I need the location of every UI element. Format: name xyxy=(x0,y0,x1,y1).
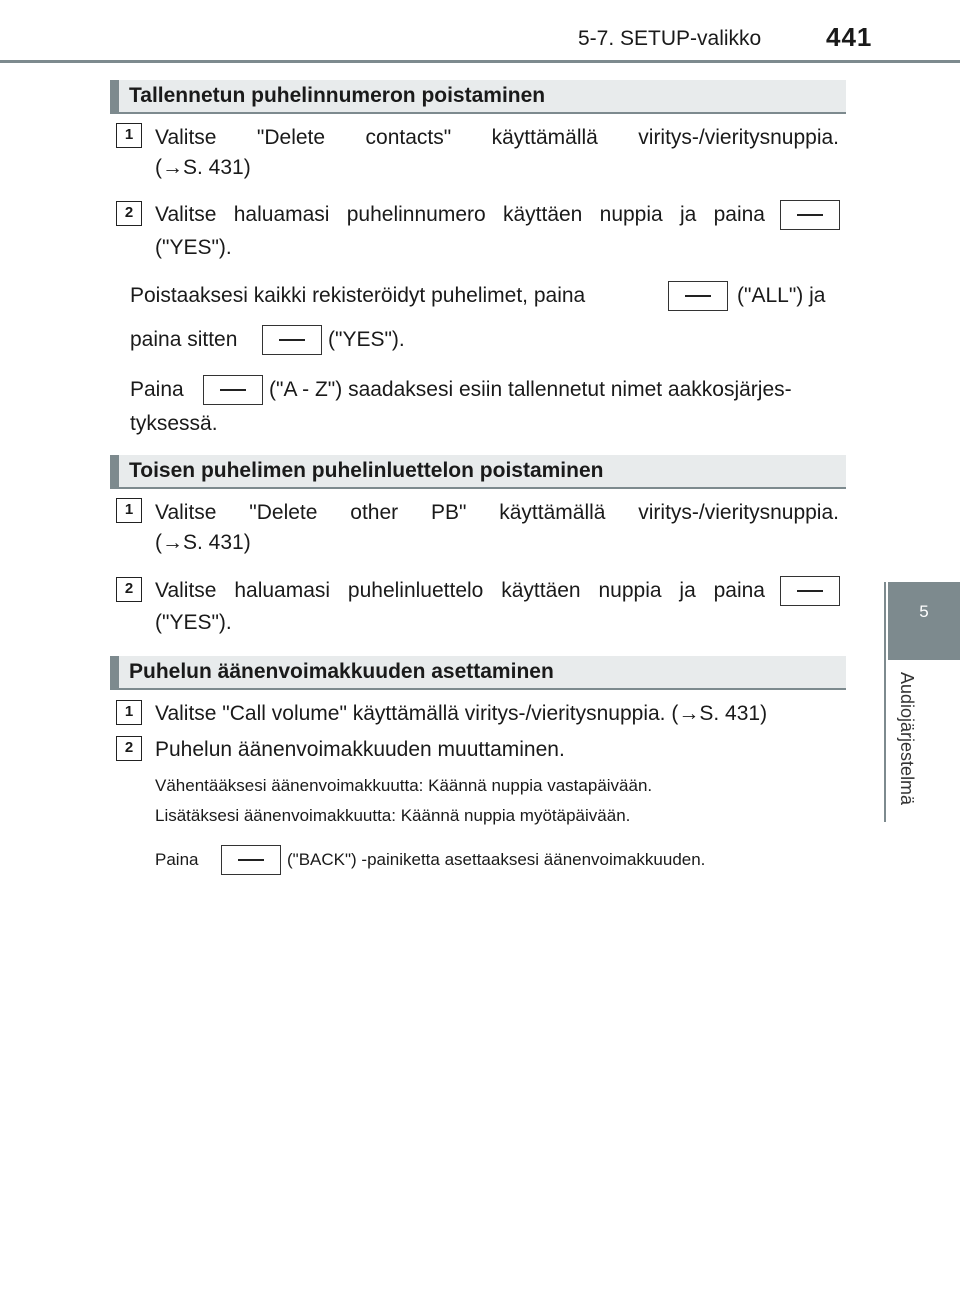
step-text: Valitse "Delete other PB" käyttämällä viritys-/vieritysnuppia. xyxy=(155,501,839,524)
step-text-cont: ("YES"). xyxy=(155,236,232,259)
sub-text: Paina xyxy=(155,850,199,869)
back-button-icon xyxy=(221,845,281,875)
step-badge: 1 xyxy=(116,700,142,725)
step-text-ref: (→S. 431) xyxy=(155,531,251,554)
step-badge: 1 xyxy=(116,123,142,148)
section-title: Toisen puhelimen puhelinluettelon poistaminen xyxy=(129,459,604,482)
step-badge: 2 xyxy=(116,736,142,761)
step-text-ref: (→S. 431) xyxy=(155,156,251,179)
step-badge: 2 xyxy=(116,201,142,226)
chapter-title: Audiojärjestelmä xyxy=(897,672,917,806)
step-badge: 1 xyxy=(116,498,142,523)
yes-button-icon xyxy=(780,576,840,606)
note-text: ("YES"). xyxy=(328,328,405,351)
running-header-section: 5-7. SETUP-valikko xyxy=(578,27,762,50)
sub-text: Vähentääksesi äänenvoimakkuutta: Käännä nuppia vastapäivään. xyxy=(155,776,653,795)
chapter-tab xyxy=(888,582,960,660)
sub-text: Lisätäksesi äänenvoimakkuutta: Käännä nuppia myötäpäivään. xyxy=(155,806,631,825)
az-button-icon xyxy=(203,375,263,405)
note-text: Poistaaksesi kaikki rekisteröidyt puhelimet, paina xyxy=(130,284,586,307)
all-button-icon xyxy=(668,281,728,311)
section-heading-delete-other-pb xyxy=(110,455,846,489)
yes-button-icon xyxy=(262,325,322,355)
step-text: Valitse "Call volume" käyttämällä viritys-/vieritysnuppia. (→S. 431) xyxy=(155,702,768,725)
step-text: Valitse haluamasi puhelinluettelo käyttäen nuppia ja paina xyxy=(155,579,765,602)
side-tab-line xyxy=(884,582,886,822)
section-heading-delete-number xyxy=(110,80,846,114)
step-text-cont: ("YES"). xyxy=(155,611,232,634)
note-text: ("A - Z") saadaksesi esiin tallennetut nimet aakkosjärjes- xyxy=(269,378,792,401)
section-title: Puhelun äänenvoimakkuuden asettaminen xyxy=(129,660,554,683)
note-text: ("ALL") ja xyxy=(737,284,826,307)
note-text: Paina xyxy=(130,378,184,401)
note-text: paina sitten xyxy=(130,328,238,351)
step-badge: 2 xyxy=(116,577,142,602)
header-rule xyxy=(0,60,960,63)
step-text: Valitse "Delete contacts" käyttämällä viritys-/vieritysnuppia. xyxy=(155,126,839,149)
step-text: Puhelun äänenvoimakkuuden muuttaminen. xyxy=(155,738,565,761)
page-number: 441 xyxy=(826,22,873,52)
chapter-number: 5 xyxy=(919,602,929,621)
note-text: tyksessä. xyxy=(130,412,218,435)
step-text: Valitse haluamasi puhelinnumero käyttäen nuppia ja paina xyxy=(155,203,765,226)
section-title: Tallennetun puhelinnumeron poistaminen xyxy=(129,84,546,107)
sub-text: ("BACK") -painiketta asettaaksesi äänenvoimakkuuden. xyxy=(287,850,706,869)
section-heading-call-volume xyxy=(110,656,846,690)
yes-button-icon xyxy=(780,200,840,230)
